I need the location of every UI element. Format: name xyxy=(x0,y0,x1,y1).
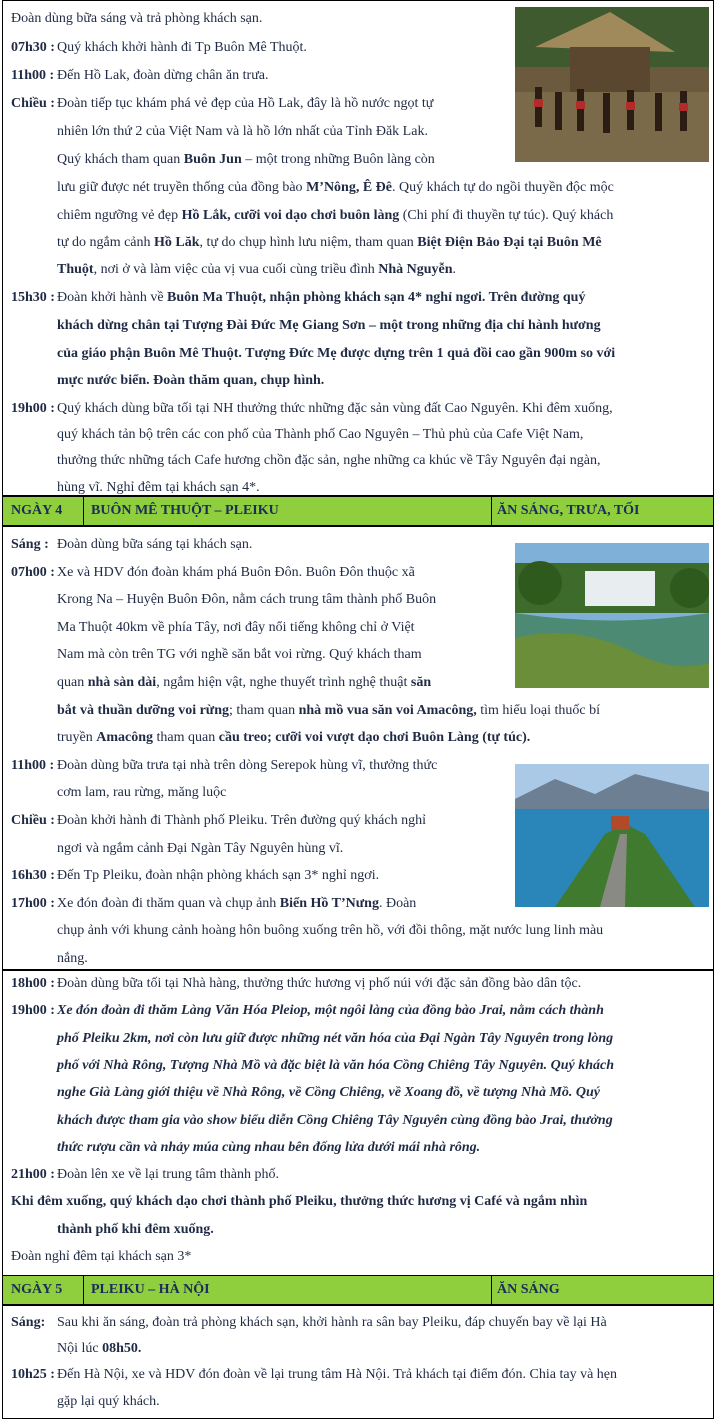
text-run: . xyxy=(452,262,456,277)
text-run: phố với Nhà Rông, Tượng Nhà Mồ và đặc biệt là văn hóa Cồng Chiêng Tây Nguyên. Quý khách xyxy=(57,1058,615,1073)
day5-meals: ĂN SÁNG xyxy=(497,1282,560,1297)
text-run: thức rượu cần và nhảy múa cùng nhau bên đống lửa dưới mái nhà rông. xyxy=(57,1140,481,1155)
text-run: quan xyxy=(57,675,88,690)
itinerary-line xyxy=(57,702,600,720)
itinerary-line xyxy=(57,479,260,497)
itinerary-line xyxy=(57,123,428,141)
time-label: Chiều : xyxy=(11,96,55,111)
text-run: khách dừng chân tại Tượng Đài Đức Mẹ Giang Sơn – một trong những địa chỉ hành hương xyxy=(57,318,601,333)
time-label: 15h30 : xyxy=(11,290,55,305)
text-run: cơm lam, rau rừng, măng luộc xyxy=(57,785,227,800)
itinerary-line xyxy=(57,207,613,225)
time-label: Sáng : xyxy=(11,537,49,552)
text-run: M’Nông, Ê Đê xyxy=(306,180,392,195)
text-run: (Chi phí đi thuyền tự túc). Quý khách xyxy=(399,208,614,223)
itinerary-line xyxy=(57,895,416,913)
text-run: Đến Tp Pleiku, đoàn nhận phòng khách sạn 3* nghỉ ngơi. xyxy=(57,868,380,883)
text-run: Nhà Nguyễn xyxy=(378,262,453,277)
text-run: ngơi và ngắm cảnh Đại Ngàn Tây Nguyên hùng vĩ. xyxy=(57,841,344,856)
text-run: Buôn Ma Thuột, nhận phòng khách sạn 4* nghỉ ngơi. Trên đường quý xyxy=(167,290,586,305)
text-run: Amacông xyxy=(96,730,154,745)
text-run: Quý khách khởi hành đi Tp Buôn Mê Thuột. xyxy=(57,40,307,55)
time-label: 11h00 : xyxy=(11,758,55,773)
itinerary-line xyxy=(57,426,583,444)
itinerary-line xyxy=(57,812,426,830)
text-run: Quý khách tham quan xyxy=(57,152,184,167)
text-run: hùng vĩ. Nghỉ đêm tại khách sạn 4*. xyxy=(57,480,260,495)
text-run: Đến Hồ Lak, đoàn dừng chân ăn trưa. xyxy=(57,68,269,83)
itinerary-line xyxy=(57,452,601,470)
lake-photo xyxy=(515,764,709,907)
day4-route: BUÔN MÊ THUỘT – PLEIKU xyxy=(91,503,279,518)
text-run: chụp ảnh với khung cảnh hoàng hôn buông xuống trên hồ, với đồi thông, mặt nước lung linh màu xyxy=(57,923,604,938)
text-run: bắt và thuần dưỡng voi rừng xyxy=(57,703,229,718)
text-run: Biển Hồ T’Nưng xyxy=(279,896,379,911)
text-run: nhiên lớn thứ 2 của Việt Nam và là hồ lớn nhất của Tỉnh Đăk Lak. xyxy=(57,124,428,139)
itinerary-line xyxy=(57,784,226,802)
text-run: mực nước biển. Đoàn thăm quan, chụp hình. xyxy=(57,373,325,388)
text-run: nghe Già Làng giới thiệu về Nhà Rông, về Cồng Chiêng, về Xoang đồ, về tượng Nhà Mồ. Quý xyxy=(57,1085,601,1100)
text-run: Đoàn khởi hành đi Thành phố Pleiku. Trên đường quý khách nghỉ xyxy=(57,813,427,828)
itinerary-block-day5 xyxy=(2,1305,714,1419)
itinerary-line xyxy=(57,619,415,637)
day5-header-row xyxy=(2,1275,714,1305)
text-run: Nội lúc xyxy=(57,1341,103,1356)
text-run: Buôn Jun xyxy=(183,152,242,167)
text-run: thưởng thức những tách Cafe hương chồn đặc sản, nghe những ca khúc về Tây Nguyên đại ngàn, xyxy=(57,453,601,468)
itinerary-line xyxy=(57,646,422,664)
day5-label: NGÀY 5 xyxy=(11,1282,63,1297)
time-label: 07h00 : xyxy=(11,565,55,580)
itinerary-line xyxy=(57,39,307,57)
text-run: . Đoàn xyxy=(378,896,417,911)
itinerary-line xyxy=(57,261,456,279)
itinerary-line xyxy=(57,1112,613,1130)
text-run: Đến Hà Nội, xe và HDV đón đoàn về lại trung tâm Hà Nội. Trả khách tại điểm đón. Chia tay và hẹn xyxy=(57,1367,618,1382)
itinerary-line xyxy=(57,1221,214,1239)
text-run: Đoàn tiếp tục khám phá vẻ đẹp của Hồ Lak, đây là hồ nước ngọt tự xyxy=(57,96,434,111)
time-label: 10h25 : xyxy=(11,1367,55,1382)
time-label: 07h30 : xyxy=(11,40,55,55)
text-run: Thuột xyxy=(57,262,94,277)
text-run: tự do ngắm cảnh xyxy=(57,235,155,250)
text-run: Krong Na – Huyện Buôn Đôn, nằm cách trung tâm thành phố Buôn xyxy=(57,592,437,607)
text-run: Sau khi ăn sáng, đoàn trả phòng khách sạn, khởi hành ra sân bay Pleiku, đáp chuyến bay về lại Hà xyxy=(57,1315,607,1330)
itinerary-line xyxy=(11,1248,191,1266)
day4-meals: ĂN SÁNG, TRƯA, TỐI xyxy=(497,503,640,518)
text-run: cầu treo; cưỡi voi vượt dạo chơi Buôn Làng (tự túc). xyxy=(218,730,531,745)
text-run: Xe và HDV đón đoàn khám phá Buôn Đôn. Buôn Đôn thuộc xã xyxy=(57,565,415,580)
text-run: Khi đêm xuống, quý khách dạo chơi thành phố Pleiku, thưởng thức hương vị Café và ngắm nhìn xyxy=(11,1194,588,1209)
itinerary-line xyxy=(57,757,437,775)
text-run: Đoàn dùng bữa sáng tại khách sạn. xyxy=(57,537,253,552)
text-run: nhà mồ vua săn voi Amacông, xyxy=(298,703,477,718)
day4-header-row xyxy=(2,496,714,526)
village-dance-photo xyxy=(515,7,709,162)
text-run: , nơi ở và làm việc của vị vua cuối cùng triều đình xyxy=(93,262,379,277)
itinerary-line xyxy=(57,1030,613,1048)
text-run: , tự do chụp hình lưu niệm, tham quan xyxy=(199,235,418,250)
text-run: lưu giữ được nét truyền thống của đồng bào xyxy=(57,180,307,195)
text-run: Đoàn khởi hành về xyxy=(57,290,168,305)
itinerary-line xyxy=(57,564,415,582)
time-label: 17h00 : xyxy=(11,896,55,911)
itinerary-line xyxy=(57,1057,614,1075)
text-run: thành phố khi đêm xuống. xyxy=(57,1222,214,1237)
itinerary-line xyxy=(57,345,615,363)
itinerary-line xyxy=(57,536,252,554)
text-run: . Quý khách tự do ngồi thuyền độc mộc xyxy=(392,180,614,195)
text-run: , ngắm hiện vật, nghe thuyết trình nghệ thuật xyxy=(156,675,411,690)
itinerary-line xyxy=(57,840,343,858)
text-run: Đoàn dùng bữa trưa tại nhà trên dòng Serepok hùng vĩ, thưởng thức xyxy=(57,758,438,773)
text-run: Đoàn nghỉ đêm tại khách sạn 3* xyxy=(11,1249,192,1264)
itinerary-line xyxy=(57,1366,617,1384)
waterfall-photo xyxy=(515,543,709,688)
itinerary-line xyxy=(57,729,530,747)
text-run: nắng. xyxy=(57,951,88,966)
text-run: Ma Thuột 40km về phía Tây, nơi đây nổi tiếng không chỉ ở Việt xyxy=(57,620,415,635)
text-run: tham quan xyxy=(153,730,219,745)
text-run: khách được tham gia vào show biểu diễn Cồng Chiêng Tây Nguyên cùng đồng bào Jrai, thưởng xyxy=(57,1113,613,1128)
text-run: Nam mà còn trên TG với nghề săn bắt voi rừng. Quý khách tham xyxy=(57,647,422,662)
itinerary-line xyxy=(57,591,436,609)
itinerary-line xyxy=(57,1139,480,1157)
time-label: 19h00 : xyxy=(11,401,55,416)
text-run: chiêm ngưỡng vẻ đẹp xyxy=(57,208,182,223)
text-run: Biệt Điện Bảo Đại tại Buôn Mê xyxy=(417,235,602,250)
itinerary-line xyxy=(57,867,379,885)
itinerary-line xyxy=(57,1084,600,1102)
text-run: Hồ Lăk xyxy=(154,235,200,250)
itinerary-line xyxy=(57,922,603,940)
text-run: quý khách tản bộ trên các con phố của Thành phố Cao Nguyên – Thủ phủ của Cafe Việt Nam, xyxy=(57,427,584,442)
itinerary-line xyxy=(57,179,614,197)
time-label: Chiều : xyxy=(11,813,55,828)
itinerary-line xyxy=(57,975,581,993)
time-label: 18h00 : xyxy=(11,976,55,991)
itinerary-line xyxy=(57,67,269,85)
itinerary-line xyxy=(57,400,613,418)
itinerary-line xyxy=(57,234,602,252)
text-run: Xe đón đoàn đi thăm quan và chụp ảnh xyxy=(57,896,280,911)
text-run: phố Pleiku 2km, nơi còn lưu giữ được những nét văn hóa của Đại Ngàn Tây Nguyên trong lòng xyxy=(57,1031,614,1046)
itinerary-line xyxy=(57,1314,607,1332)
text-run: Quý khách dùng bữa tối tại NH thưởng thức những đặc sản vùng đất Cao Nguyên. Khi đêm xuống, xyxy=(57,401,613,416)
time-label: 21h00 : xyxy=(11,1167,55,1182)
day4-label: NGÀY 4 xyxy=(11,503,63,518)
itinerary-block-day4-part2 xyxy=(2,970,714,1276)
text-run: nhà sàn dài xyxy=(87,675,157,690)
itinerary-line xyxy=(57,674,431,692)
text-run: gặp lại quý khách. xyxy=(57,1394,160,1409)
text-run: của giáo phận Buôn Mê Thuột. Tượng Đức Mẹ được dựng trên 1 quả đồi cao gần 900m so với xyxy=(57,346,616,361)
itinerary-line xyxy=(57,95,433,113)
time-label: 11h00 : xyxy=(11,68,55,83)
text-run: Hồ Lắk, cưỡi voi dạo chơi buôn làng xyxy=(181,208,400,223)
text-run: Đoàn dùng bữa sáng và trả phòng khách sạn. xyxy=(11,11,263,26)
itinerary-line xyxy=(57,372,324,390)
time-label: 19h00 : xyxy=(11,1003,55,1018)
text-run: ; tham quan xyxy=(229,703,299,718)
text-run: tìm hiểu loại thuốc bí xyxy=(476,703,601,718)
text-run: Đoàn dùng bữa tối tại Nhà hàng, thưởng thức hương vị phố núi với đặc sản đồng bào dân tộc. xyxy=(57,976,582,991)
itinerary-line xyxy=(57,1166,279,1184)
text-run: – một trong những Buôn làng còn xyxy=(241,152,435,167)
text-run: truyền xyxy=(57,730,97,745)
itinerary-line xyxy=(11,10,262,28)
itinerary-line xyxy=(57,1002,604,1020)
itinerary-line xyxy=(57,950,88,968)
itinerary-line xyxy=(57,289,585,307)
itinerary-line xyxy=(57,1340,141,1358)
text-run: săn xyxy=(410,675,432,690)
text-run: Xe đón đoàn đi thăm Làng Văn Hóa Pleiop, một ngôi làng của đồng bào Jrai, nằm cách thành xyxy=(57,1003,604,1018)
itinerary-line xyxy=(11,1193,587,1211)
day5-route: PLEIKU – HÀ NỘI xyxy=(91,1282,210,1297)
text-run: Đoàn lên xe về lại trung tâm thành phố. xyxy=(57,1167,279,1182)
text-run: 08h50. xyxy=(102,1341,142,1356)
itinerary-line xyxy=(57,151,435,169)
time-label: Sáng: xyxy=(11,1315,46,1330)
itinerary-line xyxy=(57,317,601,335)
time-label: 16h30 : xyxy=(11,868,55,883)
itinerary-line xyxy=(57,1393,160,1411)
